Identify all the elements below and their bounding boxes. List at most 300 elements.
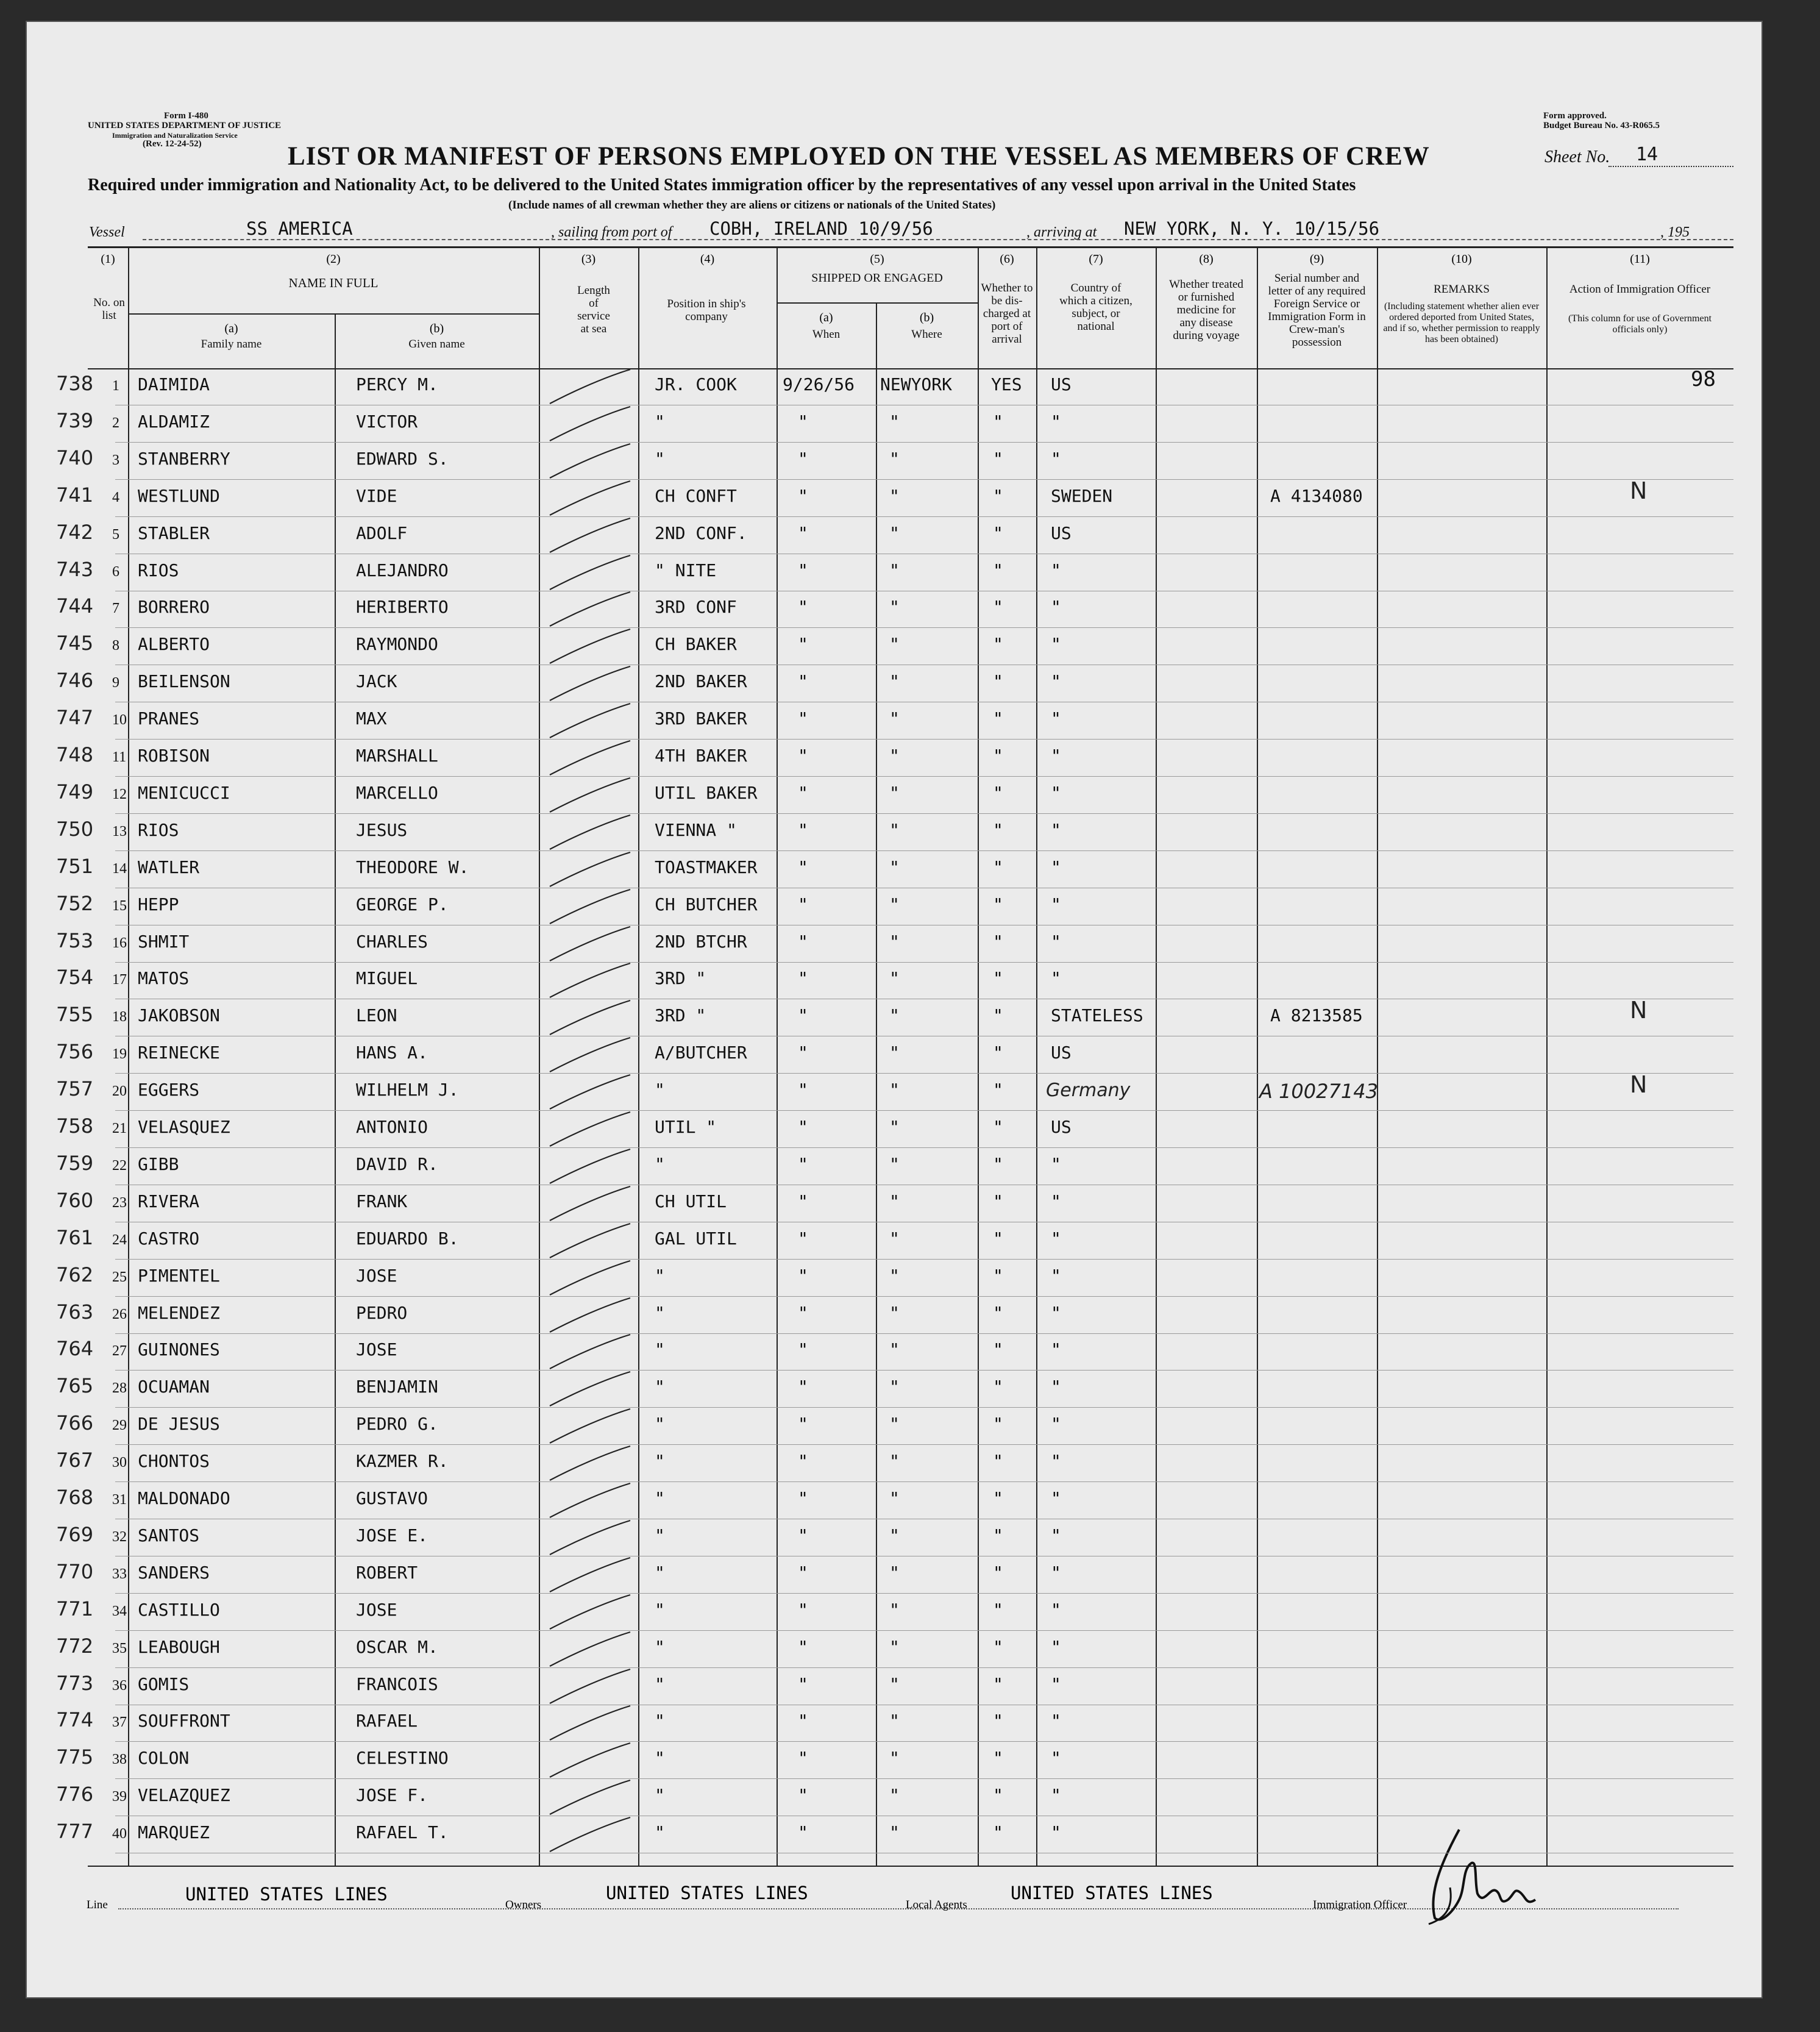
service-check-mark	[545, 1220, 636, 1263]
shipped-when: "	[798, 1674, 808, 1694]
service-check-mark	[545, 1108, 636, 1151]
discharged: "	[993, 1117, 1003, 1137]
shipped-where: "	[889, 857, 900, 877]
list-number: 30	[112, 1455, 127, 1471]
given-name: HANS A.	[356, 1043, 428, 1063]
given-name: EDUARDO B.	[356, 1228, 459, 1249]
family-name: BORRERO	[138, 597, 210, 617]
handwritten-list-number: 743	[56, 558, 94, 581]
country: "	[1051, 932, 1061, 952]
family-name: WATLER	[138, 857, 200, 877]
shipped-when: "	[798, 1785, 808, 1805]
row-rule	[115, 1741, 1733, 1742]
line-label: Line	[87, 1898, 108, 1911]
discharged: "	[993, 708, 1003, 729]
position: 4TH BAKER	[655, 746, 747, 766]
col-divider-7	[1156, 246, 1157, 1866]
col6-header: Whether to be dis-charged at port of arrival	[981, 282, 1033, 346]
serial-number: A 10027143	[1259, 1080, 1378, 1103]
col6-number: (6)	[1000, 252, 1014, 266]
given-name: MARCELLO	[356, 783, 438, 803]
discharged: "	[993, 968, 1003, 988]
position: "	[655, 1748, 665, 1768]
service-check-mark	[545, 663, 636, 705]
handwritten-list-number: 771	[56, 1597, 94, 1620]
position: CH BUTCHER	[655, 894, 758, 914]
handwritten-list-number: 775	[56, 1745, 94, 1769]
list-number: 37	[112, 1714, 127, 1730]
given-name: VICTOR	[356, 412, 418, 432]
shipped-header-rule	[777, 302, 978, 304]
service-check-mark	[545, 1331, 636, 1374]
serial-number: A 8213585	[1270, 1005, 1363, 1025]
shipped-when: "	[798, 1600, 808, 1620]
row-rule	[115, 1259, 1733, 1260]
shipped-where: "	[889, 820, 900, 840]
list-number: 14	[112, 861, 127, 877]
given-name: CELESTINO	[356, 1748, 449, 1768]
given-name: CHARLES	[356, 932, 428, 952]
col3-header: Length of service at sea	[577, 284, 610, 335]
given-name: GUSTAVO	[356, 1488, 428, 1508]
list-number: 6	[112, 564, 119, 580]
list-number: 38	[112, 1752, 127, 1767]
family-name: PIMENTEL	[138, 1266, 220, 1286]
shipped-where: "	[889, 746, 900, 766]
given-name: JOSE F.	[356, 1785, 428, 1805]
col8-header: Whether treated or furnished medicine for any disease during voyage	[1169, 278, 1243, 342]
given-name: DAVID R.	[356, 1154, 438, 1174]
list-number: 19	[112, 1046, 127, 1062]
handwritten-list-number: 740	[56, 446, 94, 469]
shipped-where: "	[889, 1711, 900, 1731]
discharged: "	[993, 1822, 1003, 1842]
row-rule	[115, 962, 1733, 963]
row-rule	[115, 1630, 1733, 1631]
position: "	[655, 1785, 665, 1805]
handwritten-list-number: 760	[56, 1189, 94, 1212]
given-name: ALEJANDRO	[356, 560, 449, 580]
country: "	[1051, 1377, 1061, 1397]
family-name: JAKOBSON	[138, 1005, 220, 1025]
col7-header: Country of which a citizen, subject, or national	[1059, 282, 1132, 333]
shipped-where: "	[889, 1674, 900, 1694]
given-name: EDWARD S.	[356, 449, 449, 469]
arriving-label: , arriving at	[1026, 224, 1097, 240]
discharged: "	[993, 634, 1003, 654]
position: " NITE	[655, 560, 717, 580]
officer-signature	[1417, 1827, 1551, 1936]
list-number: 7	[112, 601, 119, 616]
family-name: HEPP	[138, 894, 179, 914]
col-divider-6	[1036, 246, 1037, 1866]
service-name: Immigration and Naturalization Service	[112, 131, 238, 140]
country: US	[1051, 374, 1072, 394]
shipped-when: "	[798, 1488, 808, 1508]
col2b-header: Given name	[408, 338, 465, 351]
col10-note: (Including statement whether alien ever ordered deported from United States, and if so, whether permission to reapply has been obtained)	[1383, 301, 1540, 344]
col-divider-2a	[335, 313, 336, 1866]
shipped-where: "	[889, 1228, 900, 1249]
family-name: RIVERA	[138, 1191, 200, 1211]
handwritten-list-number: 742	[56, 521, 94, 544]
given-name: PEDRO G.	[356, 1414, 438, 1434]
shipped-when: "	[798, 783, 808, 803]
shipped-when: "	[798, 932, 808, 952]
shipped-where: "	[889, 1339, 900, 1360]
vessel-label: Vessel	[89, 224, 125, 240]
budget-bureau: Budget Bureau No. 43-R065.5	[1543, 121, 1660, 130]
family-name: STABLER	[138, 523, 210, 543]
shipped-where: "	[889, 1080, 900, 1100]
given-name: ADOLF	[356, 523, 408, 543]
shipped-when: "	[798, 820, 808, 840]
col2-number: (2)	[326, 252, 341, 266]
col9-header: Serial number and letter of any required Foreign Service or Immigration Form in Crew-man's possession	[1268, 272, 1366, 349]
shipped-when: "	[798, 968, 808, 988]
handwritten-list-number: 757	[56, 1077, 94, 1100]
given-name: OSCAR M.	[356, 1637, 438, 1657]
family-name: DAIMIDA	[138, 374, 210, 394]
position: "	[655, 1563, 665, 1583]
service-check-mark	[545, 1628, 636, 1671]
shipped-when: "	[798, 1525, 808, 1545]
position: "	[655, 1711, 665, 1731]
col9-number: (9)	[1309, 252, 1324, 266]
given-name: MIGUEL	[356, 968, 418, 988]
list-number: 32	[112, 1529, 127, 1545]
given-name: MAX	[356, 708, 387, 729]
family-name: MENICUCCI	[138, 783, 230, 803]
discharged: "	[993, 597, 1003, 617]
name-header-rule	[128, 313, 539, 315]
family-name: EGGERS	[138, 1080, 200, 1100]
family-name: CASTILLO	[138, 1600, 220, 1620]
shipped-when: "	[798, 1117, 808, 1137]
vessel-underline	[143, 239, 1733, 240]
discharged: "	[993, 1266, 1003, 1286]
family-name: STANBERRY	[138, 449, 230, 469]
shipped-where: "	[889, 486, 900, 506]
row-rule	[115, 1407, 1733, 1408]
discharged: "	[993, 1154, 1003, 1174]
handwritten-list-number: 773	[56, 1672, 94, 1695]
shipped-when: "	[798, 1080, 808, 1100]
row-rule	[115, 1444, 1733, 1445]
country: "	[1051, 1451, 1061, 1471]
handwritten-list-number: 761	[56, 1226, 94, 1249]
country: "	[1051, 783, 1061, 803]
sheet-number: 14	[1636, 144, 1658, 165]
country: "	[1051, 671, 1061, 691]
discharged: "	[993, 1228, 1003, 1249]
officer-action: N	[1630, 997, 1648, 1024]
handwritten-list-number: 751	[56, 855, 94, 878]
list-number: 36	[112, 1678, 127, 1694]
given-name: PEDRO	[356, 1303, 408, 1323]
given-name: JOSE	[356, 1600, 397, 1620]
given-name: GEORGE P.	[356, 894, 449, 914]
service-check-mark	[545, 1554, 636, 1597]
shipped-where: "	[889, 1525, 900, 1545]
table-top-rule	[88, 246, 1733, 248]
discharged: "	[993, 1674, 1003, 1694]
position: "	[655, 1266, 665, 1286]
shipped-when: "	[798, 1451, 808, 1471]
service-check-mark	[545, 477, 636, 520]
discharged: "	[993, 1637, 1003, 1657]
form-number: Form I-480	[164, 111, 208, 121]
shipped-where: "	[889, 1563, 900, 1583]
handwritten-list-number: 762	[56, 1263, 94, 1286]
given-name: HERIBERTO	[356, 597, 449, 617]
family-name: SANTOS	[138, 1525, 200, 1545]
country: "	[1051, 708, 1061, 729]
col-divider-3	[638, 246, 639, 1866]
service-check-mark	[545, 1368, 636, 1411]
row-rule	[115, 1481, 1733, 1482]
row-rule	[115, 1333, 1733, 1334]
shipped-when: "	[798, 634, 808, 654]
discharged: "	[993, 857, 1003, 877]
list-number: 34	[112, 1603, 127, 1619]
list-number: 8	[112, 638, 119, 654]
handwritten-list-number: 752	[56, 892, 94, 915]
discharged: "	[993, 894, 1003, 914]
position: "	[655, 1414, 665, 1434]
discharged: "	[993, 1414, 1003, 1434]
service-check-mark	[545, 997, 636, 1039]
handwritten-list-number: 745	[56, 632, 94, 655]
officer-action: 98	[1691, 367, 1716, 391]
service-check-mark	[545, 1702, 636, 1745]
col-divider-4	[777, 246, 778, 1866]
list-number: 29	[112, 1417, 127, 1433]
subtitle: Required under immigration and Nationality Act, to be delivered to the United States immigration officer by the representatives of any vessel upon arrival in the United States	[88, 176, 1356, 194]
discharged: "	[993, 1191, 1003, 1211]
row-rule	[115, 516, 1733, 517]
country: STATELESS	[1051, 1005, 1143, 1025]
shipped-where: NEWYORK	[880, 374, 953, 394]
row-rule	[115, 1110, 1733, 1111]
position: 3RD "	[655, 1005, 706, 1025]
service-check-mark	[545, 1146, 636, 1188]
service-check-mark	[545, 440, 636, 483]
discharged: "	[993, 523, 1003, 543]
handwritten-list-number: 748	[56, 743, 94, 766]
shipped-where: "	[889, 1822, 900, 1842]
handwritten-list-number: 759	[56, 1152, 94, 1175]
family-name: MALDONADO	[138, 1488, 230, 1508]
col2a-number: (a)	[224, 322, 238, 335]
col10-number: (10)	[1451, 252, 1472, 266]
shipped-when: "	[798, 1228, 808, 1249]
service-check-mark	[545, 1405, 636, 1448]
list-number: 25	[112, 1269, 127, 1285]
given-name: ANTONIO	[356, 1117, 428, 1137]
shipped-when: "	[798, 1339, 808, 1360]
handwritten-list-number: 768	[56, 1486, 94, 1509]
col11-header: Action of Immigration Officer	[1569, 283, 1711, 296]
list-number: 31	[112, 1492, 127, 1508]
local-agents-value: UNITED STATES LINES	[1011, 1883, 1213, 1903]
shipped-when: "	[798, 1266, 808, 1286]
list-number: 28	[112, 1380, 127, 1396]
service-check-mark	[545, 403, 636, 446]
vessel-name: SS AMERICA	[246, 218, 353, 239]
handwritten-list-number: 747	[56, 706, 94, 729]
service-check-mark	[545, 849, 636, 891]
col5a-header: When	[812, 328, 841, 341]
family-name: WESTLUND	[138, 486, 220, 506]
position: CH UTIL	[655, 1191, 727, 1211]
col5-header: SHIPPED OR ENGAGED	[811, 271, 943, 285]
handwritten-list-number: 777	[56, 1820, 94, 1843]
given-name: KAZMER R.	[356, 1451, 449, 1471]
handwritten-list-number: 750	[56, 818, 94, 841]
given-name: FRANCOIS	[356, 1674, 438, 1694]
country: "	[1051, 449, 1061, 469]
service-check-mark	[545, 811, 636, 854]
list-number: 5	[112, 527, 119, 543]
country: "	[1051, 1600, 1061, 1620]
position: "	[655, 1303, 665, 1323]
shipped-when: "	[798, 597, 808, 617]
list-number: 3	[112, 452, 119, 468]
list-number: 20	[112, 1083, 127, 1099]
handwritten-list-number: 776	[56, 1783, 94, 1806]
owners-value: UNITED STATES LINES	[606, 1883, 808, 1903]
position: TOASTMAKER	[655, 857, 758, 877]
shipped-when: "	[798, 1043, 808, 1063]
discharged: "	[993, 1785, 1003, 1805]
country: "	[1051, 1674, 1061, 1694]
discharged: "	[993, 1711, 1003, 1731]
shipped-when: 9/26/56	[783, 374, 855, 394]
discharged: "	[993, 1080, 1003, 1100]
list-number: 23	[112, 1195, 127, 1211]
given-name: JESUS	[356, 820, 408, 840]
row-rule	[115, 1296, 1733, 1297]
shipped-when: "	[798, 560, 808, 580]
position: CH BAKER	[655, 634, 737, 654]
row-rule	[115, 1667, 1733, 1668]
col5b-header: Where	[911, 328, 942, 341]
position: "	[655, 1451, 665, 1471]
shipped-where: "	[889, 1637, 900, 1657]
list-number: 22	[112, 1158, 127, 1174]
position: 2ND BTCHR	[655, 932, 747, 952]
sheet-underline	[1608, 166, 1733, 168]
col2-header: NAME IN FULL	[288, 276, 379, 290]
given-name: THEODORE W.	[356, 857, 469, 877]
service-check-mark	[545, 1777, 636, 1819]
given-name: PERCY M.	[356, 374, 438, 394]
position: "	[655, 1674, 665, 1694]
handwritten-list-number: 764	[56, 1337, 94, 1360]
list-number: 21	[112, 1121, 127, 1136]
given-name: JACK	[356, 671, 397, 691]
country: "	[1051, 894, 1061, 914]
shipped-where: "	[889, 634, 900, 654]
family-name: GOMIS	[138, 1674, 190, 1694]
list-number: 1	[112, 378, 119, 394]
family-name: COLON	[138, 1748, 190, 1768]
discharged: "	[993, 820, 1003, 840]
serial-number: A 4134080	[1270, 486, 1363, 506]
family-name: ALDAMIZ	[138, 412, 210, 432]
service-check-mark	[545, 1071, 636, 1114]
position: A/BUTCHER	[655, 1043, 747, 1063]
service-check-mark	[545, 588, 636, 631]
department-name: UNITED STATES DEPARTMENT OF JUSTICE	[88, 121, 282, 130]
list-number: 26	[112, 1307, 127, 1322]
sailing-label: , sailing from port of	[551, 224, 672, 240]
country: "	[1051, 968, 1061, 988]
position: 3RD CONF	[655, 597, 737, 617]
service-check-mark	[545, 1183, 636, 1225]
given-name: RAFAEL T.	[356, 1822, 449, 1842]
shipped-where: "	[889, 523, 900, 543]
shipped-where: "	[889, 968, 900, 988]
list-number: 4	[112, 490, 119, 505]
service-check-mark	[545, 1442, 636, 1485]
discharged: "	[993, 746, 1003, 766]
col-divider-5	[978, 246, 979, 1866]
shipped-when: "	[798, 486, 808, 506]
row-rule	[115, 1370, 1733, 1371]
row-rule	[115, 1147, 1733, 1148]
family-name: RIOS	[138, 820, 179, 840]
shipped-when: "	[798, 1377, 808, 1397]
discharged: "	[993, 1488, 1003, 1508]
service-check-mark	[545, 366, 636, 408]
shipped-when: "	[798, 671, 808, 691]
position: "	[655, 412, 665, 432]
position: 2ND BAKER	[655, 671, 747, 691]
family-name: ALBERTO	[138, 634, 210, 654]
family-name: CHONTOS	[138, 1451, 210, 1471]
family-name: SANDERS	[138, 1563, 210, 1583]
service-check-mark	[545, 886, 636, 929]
shipped-where: "	[889, 1303, 900, 1323]
country: "	[1051, 1711, 1061, 1731]
service-check-mark	[545, 1480, 636, 1522]
row-rule	[115, 1073, 1733, 1074]
col-divider-10	[1546, 246, 1548, 1866]
discharged: "	[993, 1303, 1003, 1323]
form-approved: Form approved.	[1543, 111, 1607, 121]
position: "	[655, 1154, 665, 1174]
given-name: JOSE E.	[356, 1525, 428, 1545]
shipped-when: "	[798, 746, 808, 766]
col2a-header: Family name	[201, 338, 262, 351]
family-name: VELASQUEZ	[138, 1117, 230, 1137]
country: "	[1051, 1748, 1061, 1768]
shipped-when: "	[798, 1637, 808, 1657]
col-divider-5a	[876, 302, 877, 1866]
col11-note: (This column for use of Government officials only)	[1568, 313, 1712, 335]
service-check-mark	[545, 700, 636, 743]
given-name: LEON	[356, 1005, 397, 1025]
family-name: MATOS	[138, 968, 190, 988]
shipped-where: "	[889, 1154, 900, 1174]
shipped-when: "	[798, 1563, 808, 1583]
shipped-where: "	[889, 1043, 900, 1063]
service-check-mark	[545, 1591, 636, 1634]
shipped-where: "	[889, 783, 900, 803]
given-name: BENJAMIN	[356, 1377, 438, 1397]
